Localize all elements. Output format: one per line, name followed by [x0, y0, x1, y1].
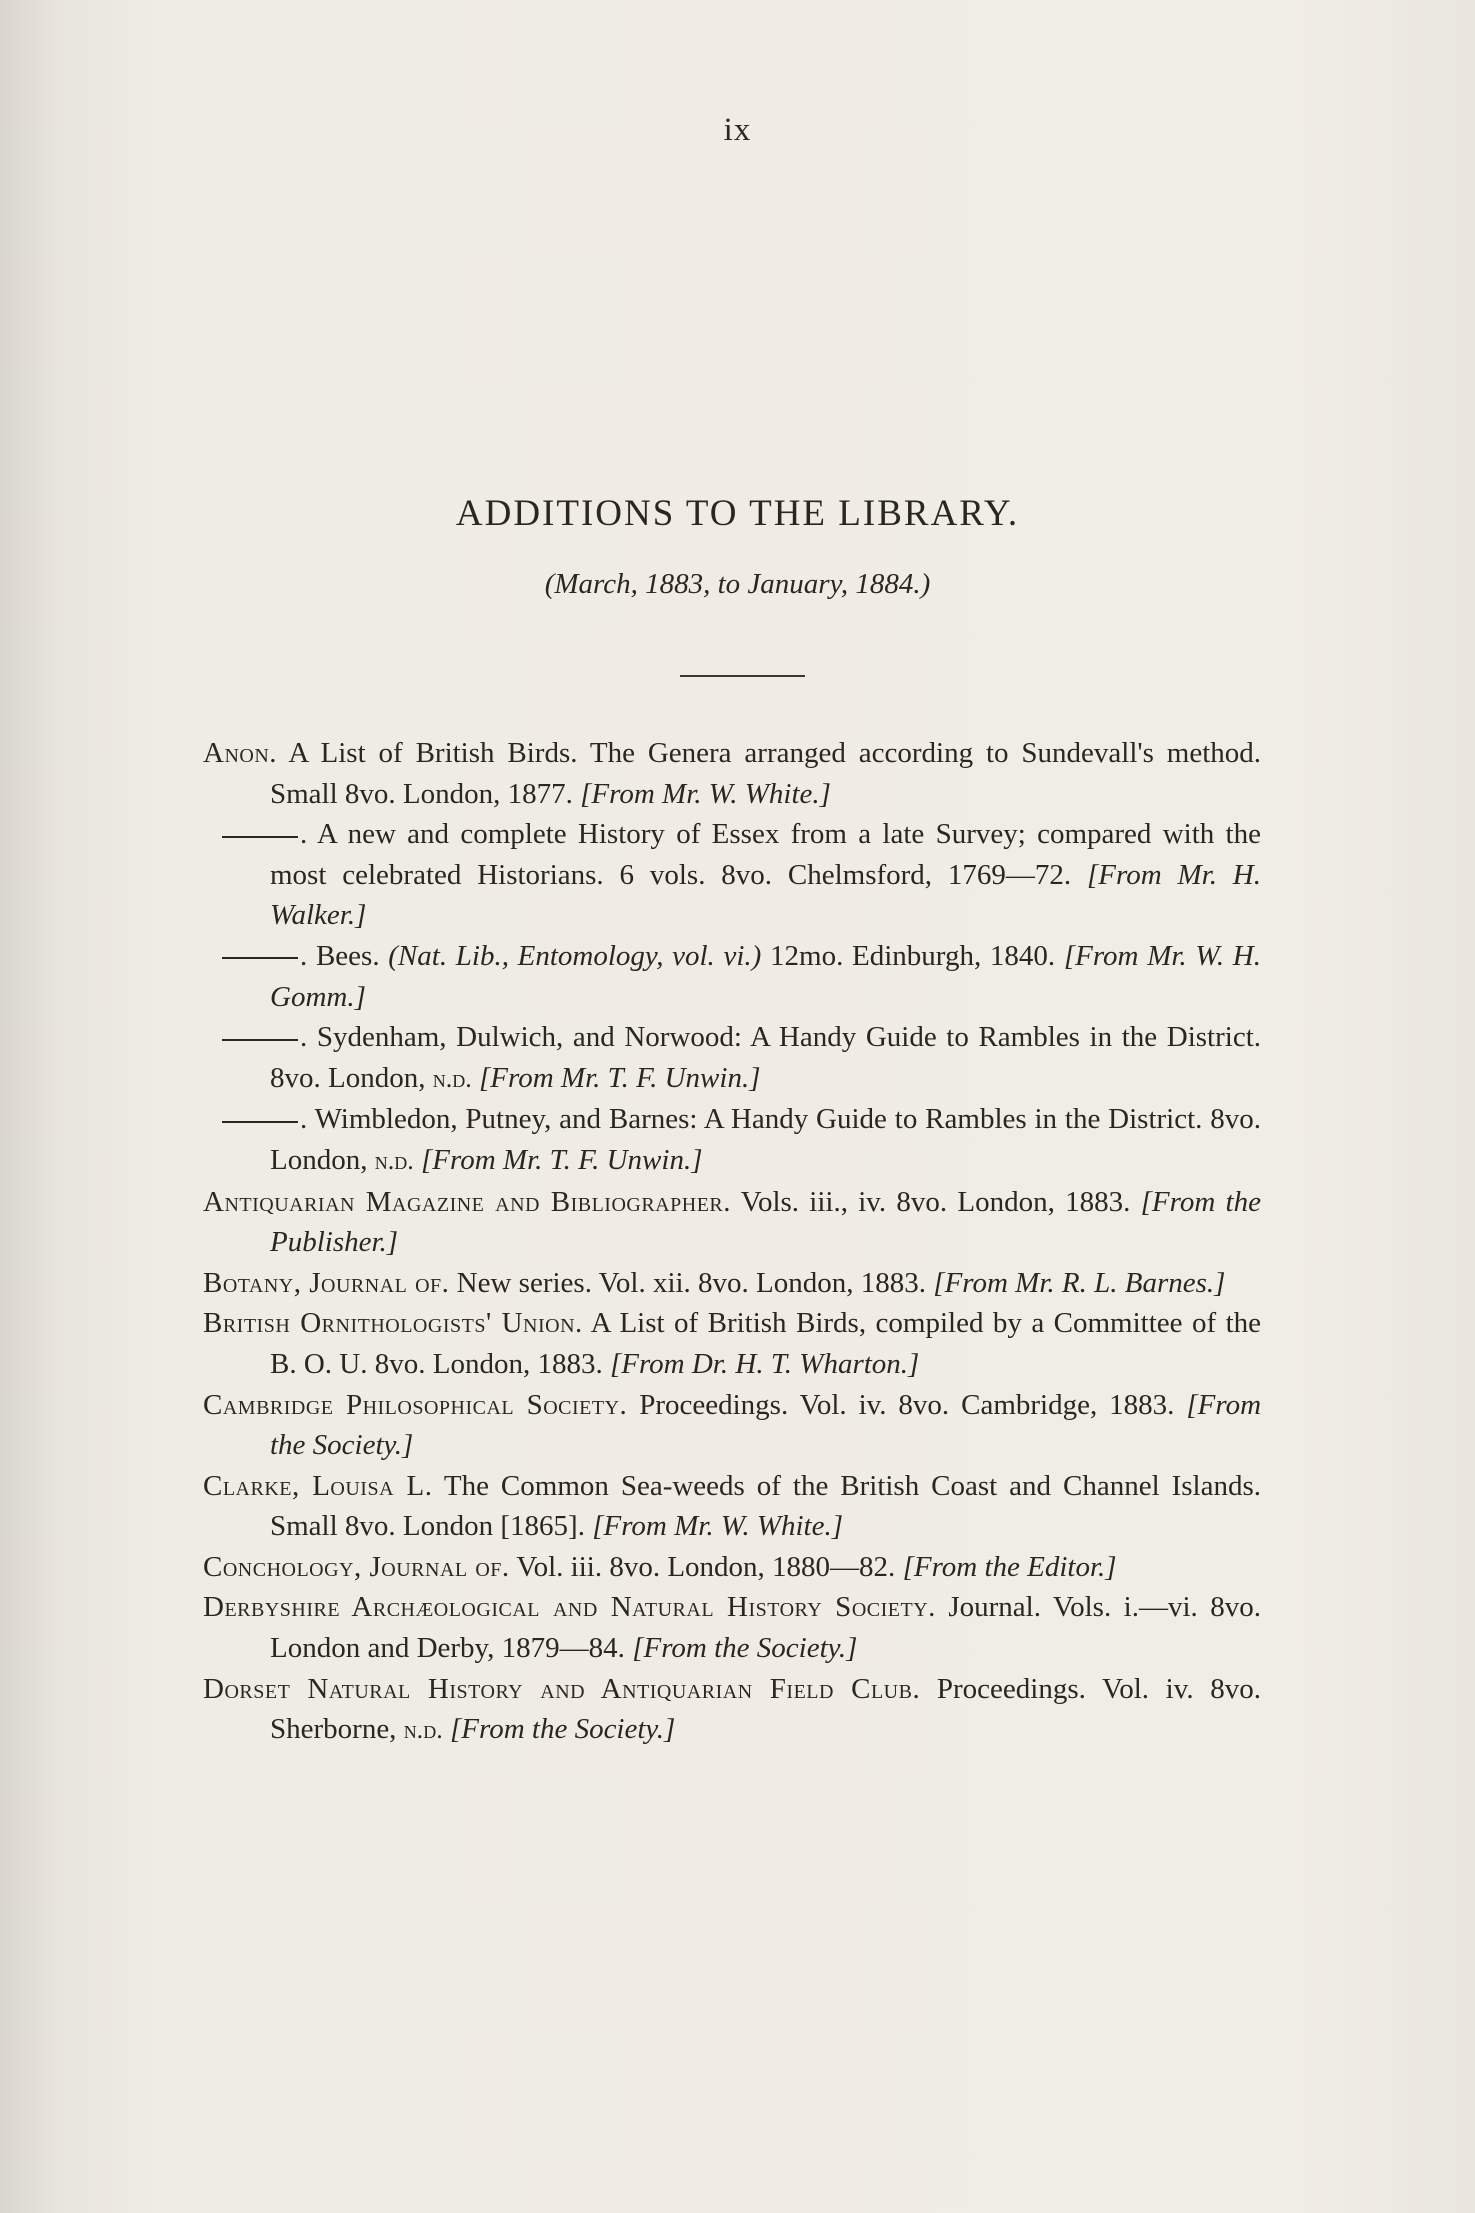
- entry-text: A List of British Birds. The Genera arranged according to Sundevall's method. Small 8vo. London, 1877.: [270, 737, 1261, 810]
- entry-text: The Common Sea-weeds of the British Coast and Channel Islands. Small 8vo. London [1865].: [270, 1469, 1261, 1543]
- entry-series: (Nat. Lib., Entomology, vol. vi.): [388, 939, 762, 972]
- list-item: [203, 1263, 1261, 1304]
- entry-no-date: n.d.: [374, 1145, 414, 1175]
- list-item: [203, 1385, 1261, 1466]
- list-item: [203, 936, 1261, 1017]
- entry-donor: [From Mr. W. White.]: [580, 777, 831, 810]
- entry-text: Vols. iii., iv. 8vo. London, 1883.: [731, 1185, 1141, 1218]
- entry-heading: Derbyshire Archæological and Natural History Society.: [203, 1591, 936, 1624]
- entry-heading: Clarke, Louisa L.: [203, 1469, 433, 1502]
- entry-text: Vol. iii. 8vo. London, 1880—82.: [509, 1550, 903, 1583]
- entry-heading: Dorset Natural History and Antiquarian Field Club.: [203, 1672, 921, 1705]
- entry-donor: [From the Society.]: [270, 1388, 1262, 1462]
- entry-text: . Wimbledon, Putney, and Barnes: A Handy Guide to Rambles in the District. 8vo. London,: [270, 1103, 1261, 1176]
- entry-heading: Antiquarian Magazine and Bibliographer.: [203, 1185, 731, 1218]
- ditto-dash: [222, 836, 298, 838]
- list-item: [203, 1099, 1261, 1181]
- entry-text: Proceedings. Vol. iv. 8vo. Sherborne,: [270, 1672, 1261, 1746]
- entry-donor: [From the Editor.]: [902, 1550, 1117, 1583]
- entry-donor: [From Mr. T. F. Unwin.]: [413, 1143, 703, 1176]
- section-date-range: (March, 1883, to January, 1884.): [544, 568, 931, 600]
- entry-donor: [From the Society.]: [632, 1632, 858, 1665]
- entry-text: Journal. Vols. i.—vi. 8vo. London and Derby, 1879—84.: [270, 1591, 1261, 1665]
- section-title: ADDITIONS TO THE LIBRARY.: [455, 493, 1020, 534]
- library-additions-list: [203, 733, 1261, 1751]
- entry-text: . A new and complete History of Essex from a late Survey; compared with the most celebrated Historians. 6 vols. 8vo. Chelmsford, 1769—72.: [270, 818, 1261, 891]
- entry-donor: [From the Society.]: [442, 1713, 676, 1746]
- entry-text: 12mo. Edinburgh, 1840.: [761, 939, 1064, 972]
- entry-text: New series. Vol. xii. 8vo. London, 1883.: [449, 1266, 934, 1299]
- ditto-dash: [222, 1039, 298, 1041]
- entry-no-date: n.d.: [403, 1715, 443, 1745]
- list-item: [203, 733, 1261, 814]
- entry-text: . Sydenham, Dulwich, and Norwood: A Handy Guide to Rambles in the District. 8vo. London,: [270, 1021, 1261, 1094]
- entry-text: A List of British Birds, compiled by a Committee of the B. O. U. 8vo. London, 1883.: [270, 1307, 1261, 1380]
- list-item: [203, 1466, 1261, 1547]
- entry-donor: [From Mr. T. F. Unwin.]: [471, 1061, 761, 1094]
- entry-text: Proceedings. Vol. iv. 8vo. Cambridge, 1883.: [627, 1388, 1187, 1421]
- ditto-dash: [222, 957, 298, 959]
- title-rule: [680, 675, 805, 677]
- entry-donor: [From Dr. H. T. Wharton.]: [609, 1347, 920, 1380]
- list-item: [203, 1182, 1261, 1263]
- list-item: [203, 814, 1261, 936]
- ditto-dash: [222, 1121, 298, 1123]
- entry-heading: Cambridge Philosophical Society.: [203, 1388, 628, 1421]
- list-item: [203, 1587, 1261, 1668]
- page-number: ix: [723, 112, 752, 148]
- entry-text: . Bees.: [300, 939, 389, 972]
- list-item: [203, 1547, 1261, 1588]
- entry-donor: [From Mr. W. H. Gomm.]: [270, 939, 1261, 1013]
- entry-heading: Anon.: [203, 737, 278, 769]
- entry-donor: [From Mr. R. L. Barnes.]: [933, 1266, 1226, 1299]
- entry-donor: [From the Publisher.]: [270, 1185, 1261, 1259]
- entry-no-date: n.d.: [432, 1063, 472, 1093]
- list-item: [203, 1669, 1261, 1751]
- entry-donor: [From Mr. H. Walker.]: [270, 858, 1262, 932]
- entry-heading: Conchology, Journal of.: [203, 1550, 510, 1583]
- entry-heading: Botany, Journal of.: [203, 1266, 450, 1299]
- list-item: [203, 1303, 1261, 1384]
- entry-heading: British Ornithologists' Union.: [203, 1307, 583, 1340]
- list-item: [203, 1017, 1261, 1099]
- entry-donor: [From Mr. W. White.]: [592, 1510, 844, 1543]
